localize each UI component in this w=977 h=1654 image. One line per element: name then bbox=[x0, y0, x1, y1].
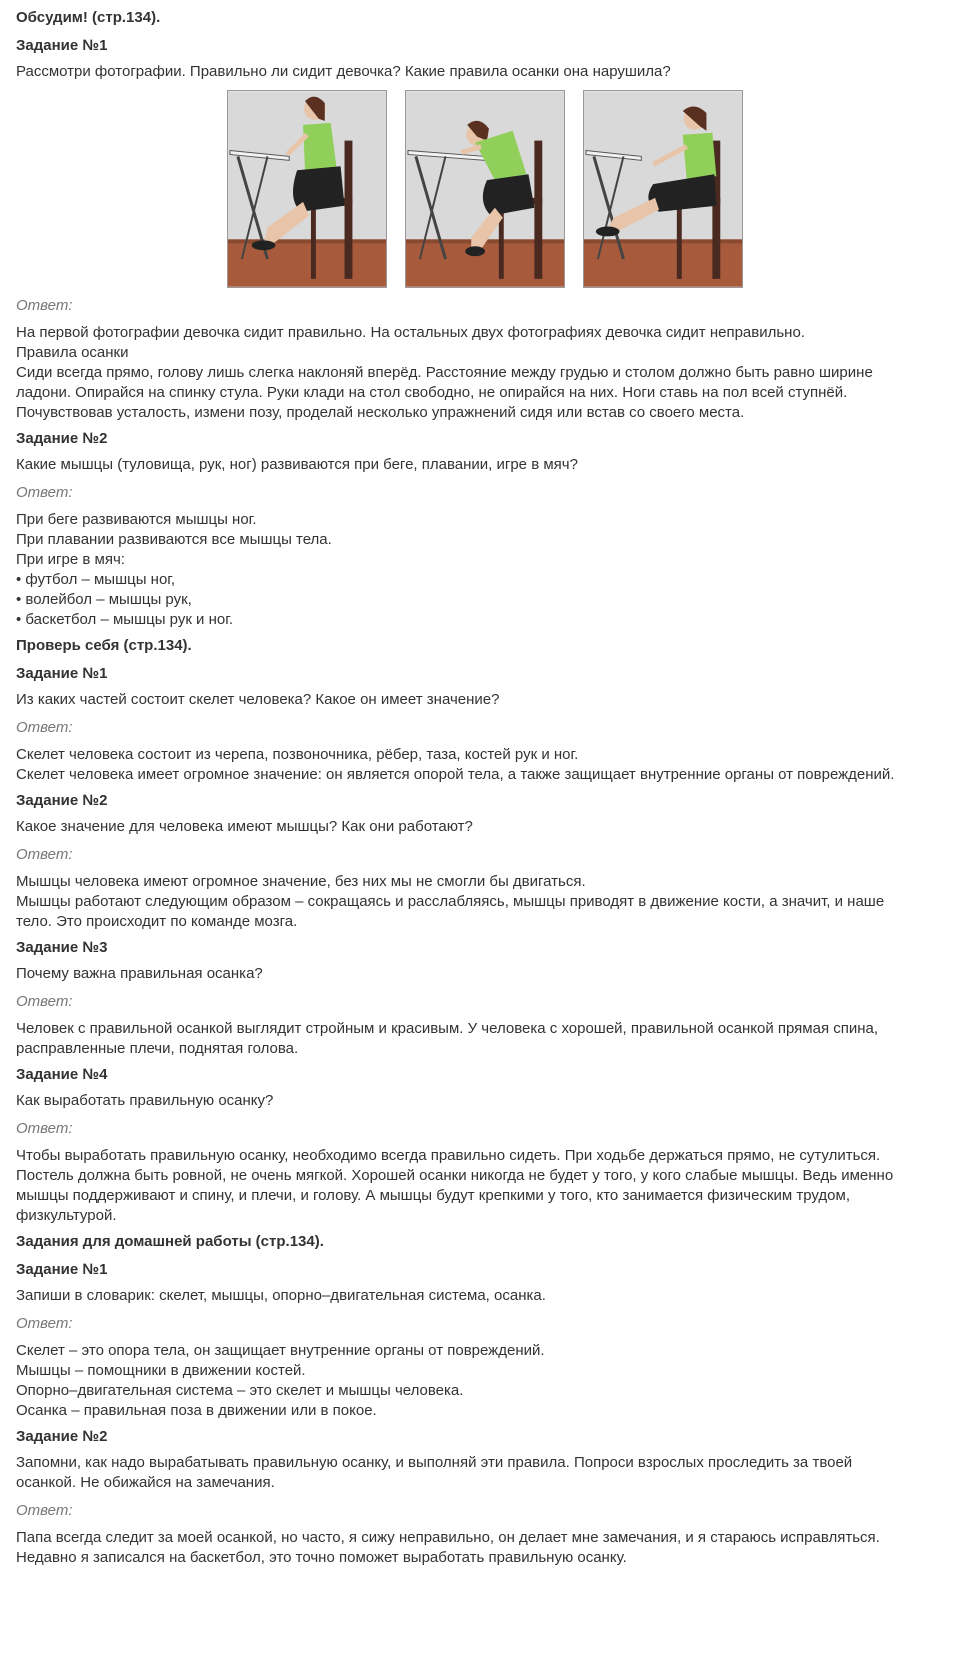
answer-label: Ответ: bbox=[16, 993, 73, 1010]
answer-label: Ответ: bbox=[16, 846, 73, 863]
answer-line: мышцы поддерживают и спину, и плечи, и голову. А мышцы будут крепкими у того, кто занимается физическим трудом, bbox=[16, 1187, 850, 1204]
answer-line: При плавании развиваются все мышцы тела. bbox=[16, 531, 332, 548]
task-title: Задание №2 bbox=[16, 1428, 108, 1445]
answer-block bbox=[16, 1341, 963, 1421]
answer-line: Постель должна быть ровной, не очень мягкой. Хорошей осанки никогда не будет у того, у кого слабые мышцы. Ведь именно bbox=[16, 1167, 894, 1184]
answer-label: Ответ: bbox=[16, 1120, 73, 1137]
section-title-check: Проверь себя (стр.134). bbox=[16, 637, 192, 654]
answer-block bbox=[16, 1146, 963, 1226]
answer-block bbox=[16, 1019, 963, 1059]
task-question: Рассмотри фотографии. Правильно ли сидит девочка? Какие правила осанки она нарушила? bbox=[16, 63, 671, 80]
answer-line: Почувствовав усталость, измени позу, проделай несколько упражнений сидя или встав со своего места. bbox=[16, 404, 745, 421]
task-question: Почему важна правильная осанка? bbox=[16, 965, 263, 982]
answer-line: Недавно я записался на баскетбол, это точно поможет выработать правильную осанку. bbox=[16, 1549, 627, 1566]
answer-block bbox=[16, 510, 963, 630]
answer-line: Папа всегда следит за моей осанкой, но часто, я сижу неправильно, он делает мне замечания, и я стараюсь исправляться. bbox=[16, 1529, 880, 1546]
task-title: Задание №4 bbox=[16, 1066, 108, 1083]
answer-block bbox=[16, 1528, 963, 1568]
answer-line: Скелет – это опора тела, он защищает внутренние органы от повреждений. bbox=[16, 1342, 545, 1359]
answer-line: • футбол – мышцы ног, bbox=[16, 571, 176, 588]
answer-line: Мышцы человека имеют огромное значение, без них мы не смогли бы двигаться. bbox=[16, 873, 586, 890]
answer-line: При игре в мяч: bbox=[16, 551, 125, 568]
photo-correct-posture bbox=[227, 90, 387, 288]
answer-label: Ответ: bbox=[16, 484, 73, 501]
answer-line: физкультурой. bbox=[16, 1207, 117, 1224]
answer-block bbox=[16, 323, 963, 423]
answer-line: При беге развиваются мышцы ног. bbox=[16, 511, 257, 528]
task-title: Задание №2 bbox=[16, 430, 108, 447]
answer-line: Человек с правильной осанкой выглядит стройным и красивым. У человека с хорошей, правильной осанкой прямая спина, bbox=[16, 1020, 879, 1037]
question-line: Запомни, как надо вырабатывать правильную осанку, и выполняй эти правила. Попроси взрослых проследить за твоей bbox=[16, 1454, 853, 1471]
question-line: осанкой. Не обижайся на замечания. bbox=[16, 1474, 275, 1491]
task-title: Задание №1 bbox=[16, 1261, 108, 1278]
task-title: Задание №3 bbox=[16, 939, 108, 956]
section-title-discuss: Обсудим! (стр.134). bbox=[16, 9, 161, 26]
answer-line: Скелет человека состоит из черепа, позвоночника, рёбер, таза, костей рук и ног. bbox=[16, 746, 579, 763]
answer-line: тело. Это происходит по команде мозга. bbox=[16, 913, 298, 930]
section-title-homework: Задания для домашней работы (стр.134). bbox=[16, 1233, 324, 1250]
answer-line: Осанка – правильная поза в движении или в покое. bbox=[16, 1402, 377, 1419]
photo-incorrect-posture-2 bbox=[583, 90, 743, 288]
answer-line: Мышцы работают следующим образом – сокращаясь и расслабляясь, мышцы приводят в движение кости, а значит, и наше bbox=[16, 893, 885, 910]
task-title: Задание №2 bbox=[16, 792, 108, 809]
answer-line: ладони. Опирайся на спинку стула. Руки клади на стол свободно, не опирайся на них. Ноги ставь на пол всей ступнёй. bbox=[16, 384, 848, 401]
answer-block bbox=[16, 745, 963, 785]
task-question: Какие мышцы (туловища, рук, ног) развиваются при беге, плавании, игре в мяч? bbox=[16, 456, 578, 473]
task-title: Задание №1 bbox=[16, 37, 108, 54]
task-question bbox=[16, 1453, 963, 1493]
answer-line: • волейбол – мышцы рук, bbox=[16, 591, 192, 608]
answer-label: Ответ: bbox=[16, 1502, 73, 1519]
answer-line: На первой фотографии девочка сидит правильно. На остальных двух фотографиях девочка сидит неправильно. bbox=[16, 324, 805, 341]
answer-label: Ответ: bbox=[16, 1315, 73, 1332]
answer-line: расправленные плечи, поднятая голова. bbox=[16, 1040, 299, 1057]
answer-line: Мышцы – помощники в движении костей. bbox=[16, 1362, 306, 1379]
photo-incorrect-posture-1 bbox=[405, 90, 565, 288]
task-question: Запиши в словарик: скелет, мышцы, опорно–двигательная система, осанка. bbox=[16, 1287, 546, 1304]
posture-photos bbox=[16, 90, 963, 288]
answer-block bbox=[16, 872, 963, 932]
answer-line: Сиди всегда прямо, голову лишь слегка наклоняй вперёд. Расстояние между грудью и столом должно быть равно ширине bbox=[16, 364, 873, 381]
task-title: Задание №1 bbox=[16, 665, 108, 682]
answer-label: Ответ: bbox=[16, 719, 73, 736]
task-question: Какое значение для человека имеют мышцы? Как они работают? bbox=[16, 818, 473, 835]
answer-line: Опорно–двигательная система – это скелет и мышцы человека. bbox=[16, 1382, 464, 1399]
answer-label: Ответ: bbox=[16, 297, 73, 314]
answer-line: Правила осанки bbox=[16, 344, 129, 361]
task-question: Как выработать правильную осанку? bbox=[16, 1092, 274, 1109]
answer-line: • баскетбол – мышцы рук и ног. bbox=[16, 611, 234, 628]
answer-line: Скелет человека имеет огромное значение: он является опорой тела, а также защищает внутренние органы от повреждений. bbox=[16, 766, 895, 783]
task-question: Из каких частей состоит скелет человека? Какое он имеет значение? bbox=[16, 691, 500, 708]
answer-line: Чтобы выработать правильную осанку, необходимо всегда правильно сидеть. При ходьбе держаться прямо, не сутулиться. bbox=[16, 1147, 881, 1164]
